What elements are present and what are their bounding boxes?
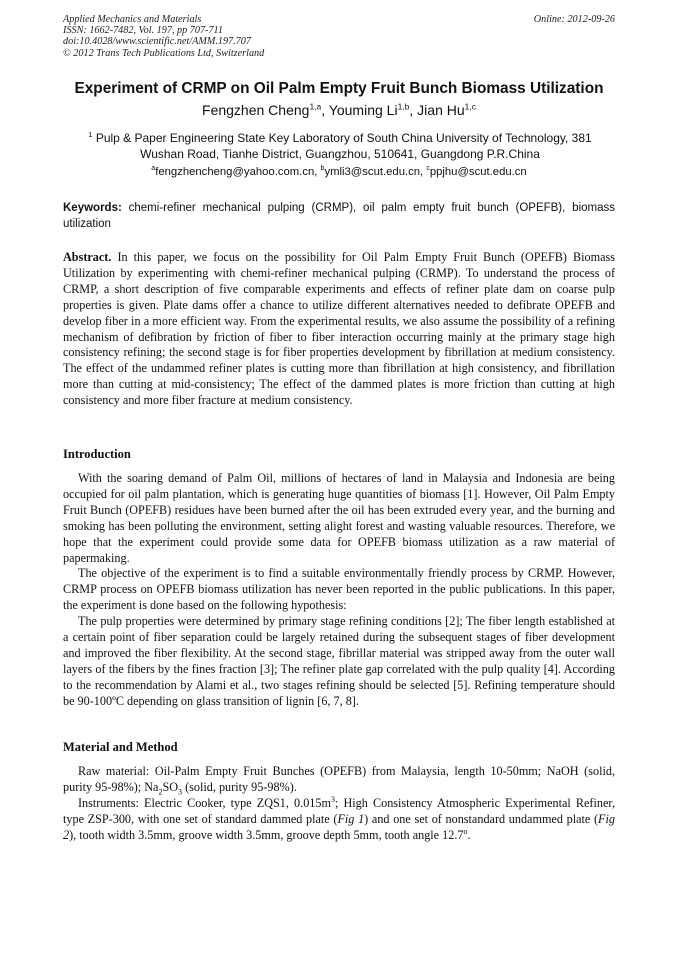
text-run: ; High Consistency Atmospheric Experimental Refiner, type ZSP-300, with one set of standard dammed plate ( — [63, 795, 615, 826]
affiliation-line-2: Wushan Road, Tianhe District, Guangzhou, 510641, Guangdong P.R.China — [140, 147, 540, 161]
email-list: $^a$fengzhencheng@yahoo.com.cn, $^b$ymli3@scut.edu.cn, $^c$ppjhu@scut.edu.cn — [151, 165, 527, 178]
author-name: Jian Hu — [417, 102, 465, 118]
superscript: o — [463, 826, 468, 836]
author-list: Fengzhen Cheng$^{1,a}$, Youming Li$^{1,b}$, Jian Hu$^{1,c}$ — [202, 101, 476, 118]
author-sup: 1,c — [464, 101, 476, 112]
journal-header — [63, 14, 264, 59]
abstract-text: In this paper, we focus on the possibility for Oil Palm Empty Fruit Bunch (OPEFB) Biomass Utilization by experimenting with chemi-refiner mechanical pulping (CRMP). To understand the process of CRMP, a short description of five comparable experiments and effects of refiner plate dam on coarse pulp properties is given. Plate dams offer a chance to utilize different alternatives needed to defibrate OPEFB and develop fiber in a more efficient way. From the experimental results, we also assume the possibility of a refining mechanism of defibration by friction of fiber to fiber interaction occurring mainly at the primary stage high consistency refining; the second stage is for fiber properties development by fibrillation at medium consistency. The effect of the undammed refiner plates is cutting more than fibrillation at high consistency, and fibrillation more than cutting at mid-consistency; The effect of the dammed plates is more friction than cutting at high consistency and more fiber fracture at medium consistency. — [63, 250, 615, 408]
email-sup: b — [320, 165, 325, 173]
keywords-text: chemi-refiner mechanical pulping (CRMP), oil palm empty fruit bunch (OPEFB), biomass utilization — [63, 202, 615, 230]
text-run: (solid, purity 95-98%). — [182, 779, 297, 794]
introduction-body — [63, 471, 615, 710]
superscript: 3 — [330, 794, 335, 804]
material-method-heading: Material and Method — [63, 740, 178, 754]
keywords — [63, 201, 615, 232]
paragraph: The objective of the experiment is to find a suitable environmentally friendly process by CRMP. However, CRMP process on OPEFB biomass utilization has never been reported in the public publications. In this paper, the experiment is done based on the following hypothesis: — [63, 566, 615, 613]
raw-material-paragraph — [63, 764, 615, 796]
figure-ref-1[interactable]: Fig 1 — [337, 811, 365, 826]
text-run: ) and one set of nonstandard undammed plate ( — [364, 811, 599, 826]
text-run: . — [467, 827, 471, 842]
journal-name: Applied Mechanics and Materials — [63, 14, 202, 25]
email-sup: c — [426, 165, 430, 173]
email-link[interactable]: fengzhencheng@yahoo.com.cn — [155, 166, 315, 178]
author-sup: 1,b — [397, 101, 410, 112]
paragraph: With the soaring demand of Palm Oil, millions of hectares of land in Malaysia and Indonesia are being occupied for oil palm plantation, which is generating huge quantities of biomass [1]. However, Oil Palm Empty Fruit Bunch (OPEFB) residues have been burned after the oil has been extruded every year, and the burning and smoking has been polluting the environment, setting alight forest and wasting valuable resources. Therefore, we hope that the experiment could provide some data for OPEFB biomass utilization as a raw material of papermaking. — [63, 471, 615, 565]
issn-line: ISSN: 1662-7482, Vol. 197, pp 707-711 — [63, 25, 223, 37]
paragraph: The pulp properties were determined by primary stage refining conditions [2]; The fiber length established at a certain point of fiber separation could be largely retained during the subsequent stages of fiber development and improved the fiber flexibility. At the second stage, fibrillar material was stripped away from the outer wall layers of the fibers by the fines fraction [3]; The refiner plate gap correlated with the pulp quality [4]. According to the recommendation by Alami et al., two stages refining should be selected [5]. Refining temperature should be 90-100ºC depending on glass transition of lignin [6, 7, 8]. — [63, 614, 615, 708]
email-link[interactable]: ymli3@scut.edu.cn — [324, 166, 421, 178]
text-run: Instruments: Electric Cooker, type ZQS1, 0.015m — [78, 795, 331, 810]
doi-line: doi:10.4028/www.scientific.net/AMM.197.707 — [63, 36, 251, 48]
subscript: 3 — [178, 787, 183, 797]
figure-ref-2[interactable]: Fig 2 — [63, 811, 615, 842]
copyright-line: © 2012 Trans Tech Publications Ltd, Switzerland — [63, 47, 265, 59]
author-sup: 1,a — [309, 101, 322, 112]
email-sup: a — [151, 165, 156, 173]
introduction-heading: Introduction — [63, 447, 131, 461]
affiliation — [70, 130, 610, 162]
author-name: Fengzhen Cheng — [202, 102, 310, 118]
material-method-body — [63, 764, 615, 844]
affiliation-sup: 1 — [88, 130, 93, 139]
online-date: Online: 2012-09-26 — [533, 14, 615, 25]
text-run: Raw material: Oil-Palm Empty Fruit Bunches (OPEFB) from Malaysia, length 10-50mm; NaOH (solid, purity 95-98%); Na — [63, 764, 615, 794]
author-name: Youming Li — [328, 102, 398, 118]
email-link[interactable]: ppjhu@scut.edu.cn — [429, 166, 527, 178]
abstract-label: Abstract. — [63, 250, 112, 264]
instruments-paragraph — [63, 796, 615, 844]
subscript: 2 — [158, 787, 163, 797]
affiliation-line-1: Pulp & Paper Engineering State Key Laboratory of South China University of Technology, 381 — [95, 131, 592, 145]
paper-title: Experiment of CRMP on Oil Palm Empty Fruit Bunch Biomass Utilization — [74, 80, 604, 97]
text-run: ), tooth width 3.5mm, groove width 3.5mm, groove depth 5mm, tooth angle 12.7 — [69, 827, 464, 842]
keywords-label: Keywords: — [63, 202, 122, 214]
text-run: SO — [162, 779, 179, 794]
abstract — [63, 250, 615, 409]
